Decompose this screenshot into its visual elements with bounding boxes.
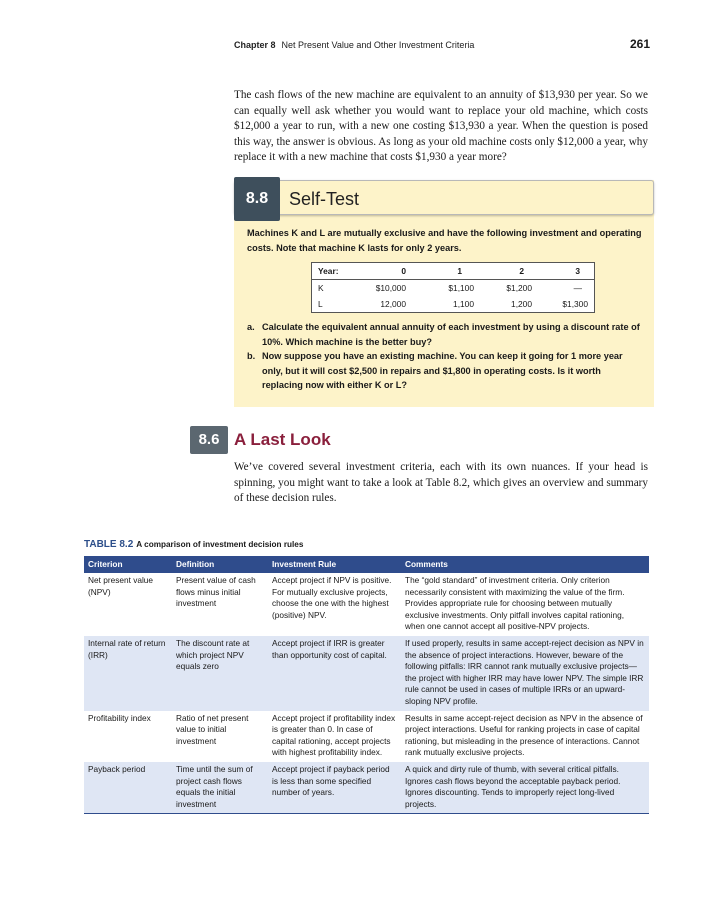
definition-cell: Ratio of net present value to initial investment [172,711,268,762]
definition-cell: Time until the sum of project cash flows equals the initial investment [172,762,268,814]
question-label: a. [247,322,255,332]
comments-cell: If used properly, results in same accept-reject decision as NPV in the absence of project interactions. However, beware of the following pitfalls: IRR cannot rank mutually exclusive projects—the project with higher IRR may have lower NPV. The simple IRR rule cannot be used in cases of multiple IRRs or an upward-sloping NPV profile. [401,636,649,711]
rule-cell: Accept project if IRR is greater than opportunity cost of capital. [268,636,401,711]
criterion-cell: Profitability index [84,711,172,762]
chapter-label: Chapter 8 [234,40,276,50]
table-cell: $1,100 [448,283,474,293]
table-row [84,636,649,711]
running-header [234,40,474,50]
criterion-cell: Payback period [84,762,172,814]
table-header-cell: 1 [412,263,480,280]
table-row [84,573,649,636]
self-test-intro: Machines K and L are mutually exclusive and have the following investment and operating costs. Note that machine K lasts for only 2 years. [247,228,642,253]
question-label: b. [247,351,256,361]
column-header: Investment Rule [268,556,401,573]
section-number-badge: 8.6 [190,426,228,454]
chapter-title: Net Present Value and Other Investment Criteria [281,40,475,50]
table-caption-text: A comparison of investment decision rules [136,540,304,549]
table-cell: $1,300 [562,299,588,309]
question-text: Now suppose you have an existing machine. You can keep it going for 1 more year only, but it will cost $2,500 in repairs and $1,800 in operating costs. Is it worth replacing now with either K or L? [262,351,623,390]
table-cell: 12,000 [380,299,406,309]
comments-cell: A quick and dirty rule of thumb, with several critical pitfalls. Ignores cash flows beyond the acceptable payback period. Ignores discounting. Tends to improperly reject long-lived projects. [401,762,649,814]
table-header-cell: 3 [538,263,595,280]
table-row [312,296,595,313]
table-cell: — [573,283,582,293]
column-header: Definition [172,556,268,573]
table-header-row [84,556,649,573]
column-header: Criterion [84,556,172,573]
table-header-cell: Year: [312,263,361,280]
column-header: Comments [401,556,649,573]
comments-cell: The “gold standard” of investment criteria. Only criterion necessarily consistent with maximizing the value of the firm. Provides appropriate rule for choosing between mutually exclusive investments. Only pitfall involves capital rationing, when one cannot accept all positive-NPV projects. [401,573,649,636]
rule-cell: Accept project if payback period is less than some specified number of years. [268,762,401,814]
table-cell: $10,000 [375,283,406,293]
table-row [84,711,649,762]
table-number: TABLE 8.2 [84,539,134,550]
table-cell: 1,100 [453,299,474,309]
self-test-title: Self-Test [289,189,360,209]
rule-cell: Accept project if NPV is positive. For mutually exclusive projects, choose the one with the highest (positive) NPV. [268,573,401,636]
self-test-question-b [247,349,642,393]
table-caption [84,539,303,550]
table-row [84,762,649,814]
table-header-cell: 0 [360,263,412,280]
machine-cost-table [311,262,595,313]
definition-cell: The discount rate at which project NPV equals zero [172,636,268,711]
table-cell: 1,200 [511,299,532,309]
rule-cell: Accept project if profitability index is greater than 0. In case of capital rationing, accept projects with highest profitability index. [268,711,401,762]
self-test-question-a [247,320,642,349]
page-number: 261 [629,37,650,51]
decision-rules-table [84,556,649,814]
criterion-cell: Internal rate of return (IRR) [84,636,172,711]
definition-cell: Present value of cash flows minus initial investment [172,573,268,636]
self-test-number-badge: 8.8 [234,177,280,221]
table-cell: $1,200 [506,283,532,293]
table-row [312,280,595,297]
table-cell: L [318,299,323,309]
question-text: Calculate the equivalent annual annuity of each investment by using a discount rate of 10%. Which machine is the better buy? [262,322,640,347]
section-title: A Last Look [234,430,331,449]
table-header-row [312,263,595,280]
section-paragraph: We’ve covered several investment criteria, each with its own nuances. If your head is spinning, you might want to take a look at Table 8.2, which gives an overview and summary of these decision rules. [234,461,648,505]
criterion-cell: Net present value (NPV) [84,573,172,636]
comments-cell: Results in same accept-reject decision as NPV in the absence of project interactions. Useful for ranking projects in case of capital rationing, but misleading in the presence of interactions. Cannot rank mutually exclusive projects. [401,711,649,762]
table-cell: K [318,283,324,293]
intro-paragraph: The cash flows of the new machine are equivalent to an annuity of $13,930 per year. So we can equally well ask whether you would want to replace your old machine, which costs $12,000 a year to run, with a new one costing $13,930 a year. When the question is posed this way, the answer is obvious. As long as your old machine costs only $12,000 a year, why replace it with a new machine that costs $1,930 a year more? [234,89,648,164]
table-header-cell: 2 [480,263,538,280]
